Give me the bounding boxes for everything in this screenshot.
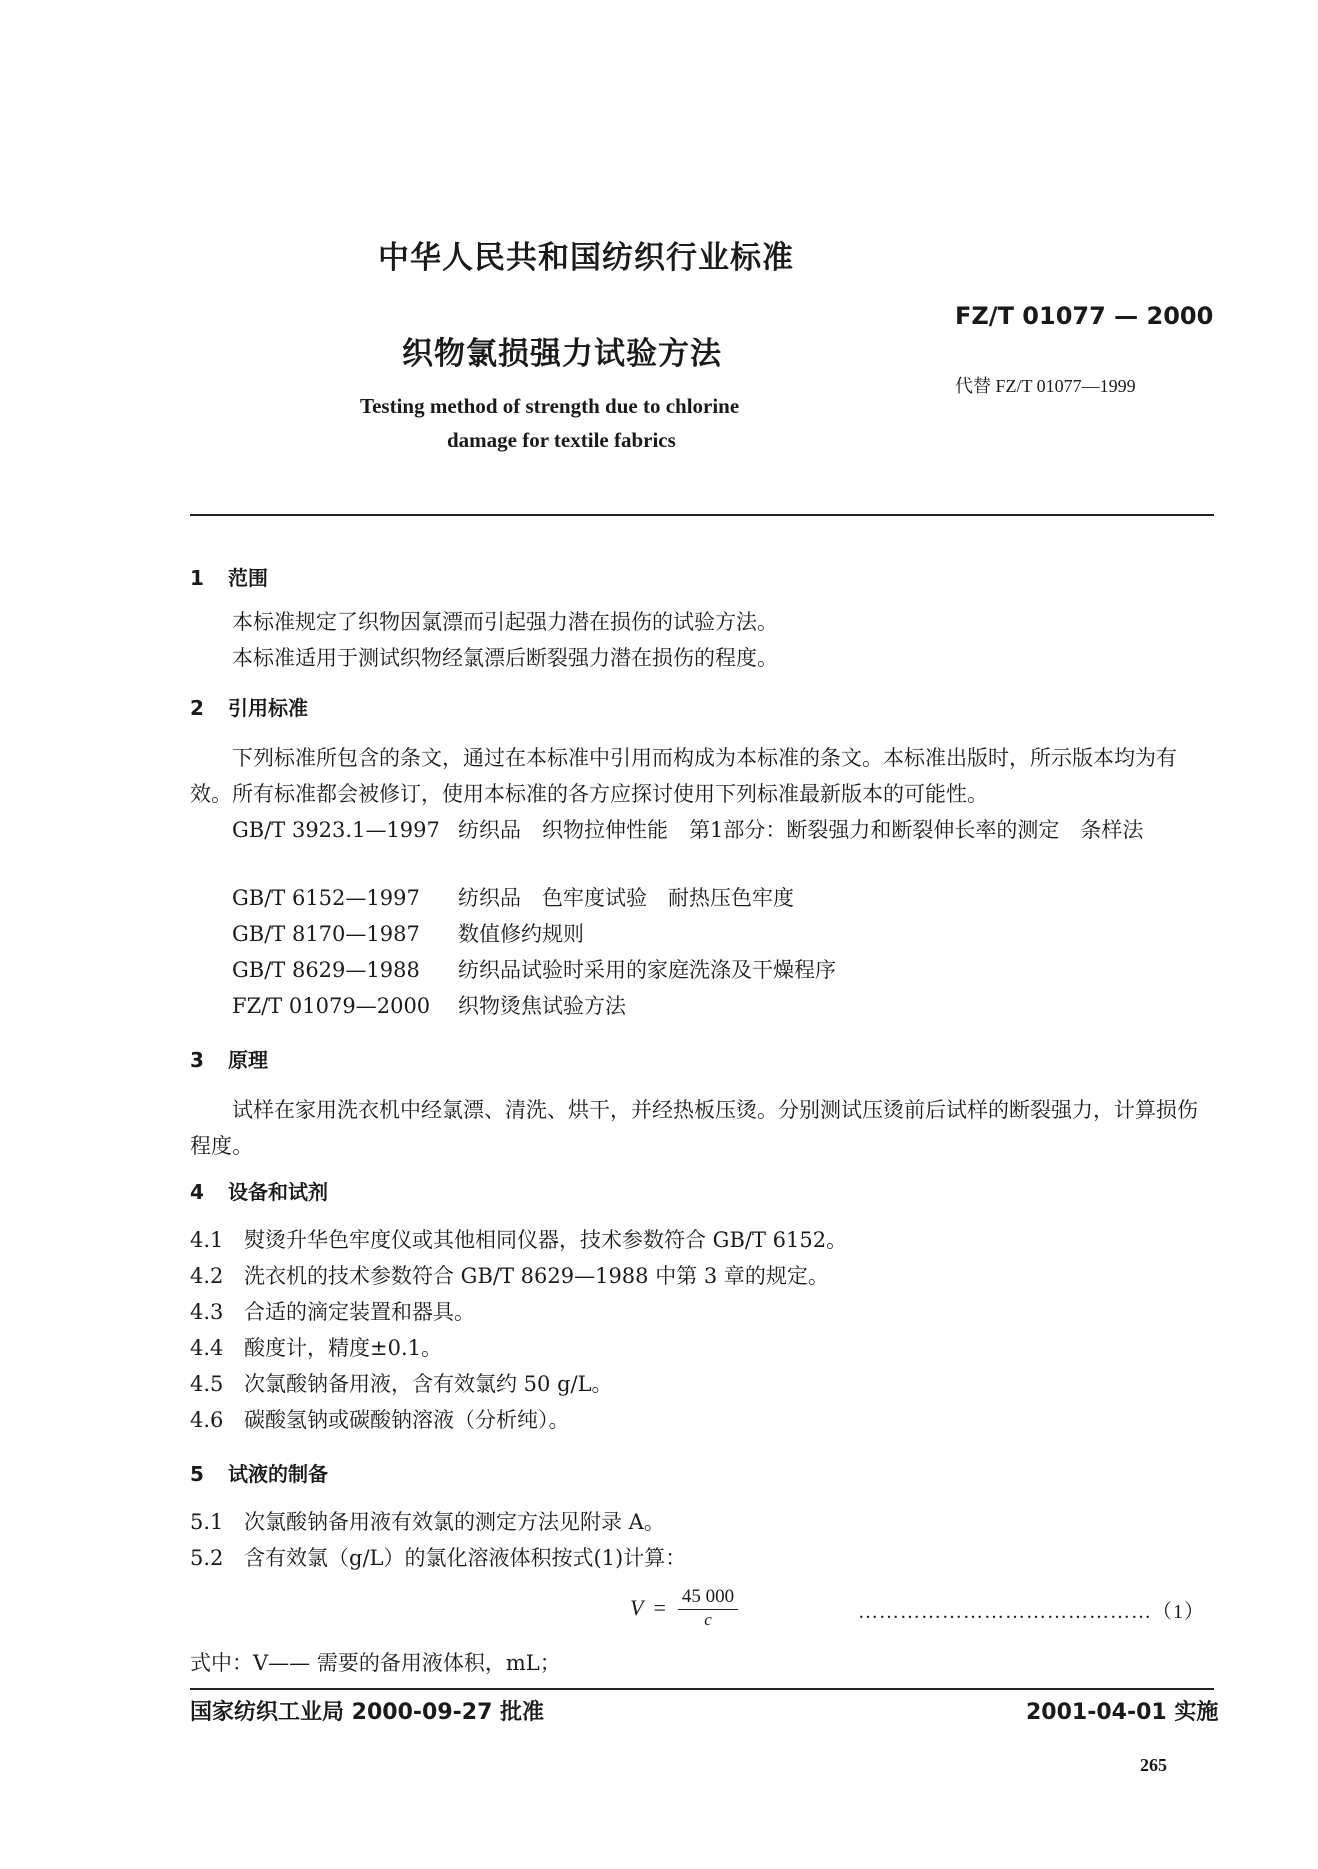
section-4-heading: [190, 1176, 328, 1205]
reference-code: GB/T 3923.1—1997: [232, 818, 440, 842]
section-1-paragraph-1: 本标准规定了织物因氯漂而引起强力潜在损伤的试验方法。: [232, 610, 778, 634]
english-title-line-2: damage for textile fabrics: [447, 428, 676, 452]
section-title: 试液的制备: [228, 1462, 328, 1486]
item-number: 4.4: [190, 1336, 224, 1360]
formula-equals: =: [653, 1595, 666, 1620]
equipment-item: [190, 1368, 613, 1398]
section-1-heading: [190, 562, 268, 591]
item-text: 含有效氯（g/L）的氯化溶液体积按式(1)计算：: [244, 1546, 687, 1570]
preparation-item: [190, 1506, 665, 1536]
section-2-heading: [190, 692, 308, 721]
item-text: 次氯酸钠备用液，含有效氯约 50 g/L。: [244, 1372, 613, 1396]
section-title: 设备和试剂: [228, 1180, 328, 1204]
section-1-paragraph-2: 本标准适用于测试织物经氯漂后断裂强力潜在损伤的程度。: [232, 646, 778, 670]
reference-title: 纺织品试验时采用的家庭洗涤及干燥程序: [458, 958, 836, 982]
equipment-item: [190, 1260, 829, 1290]
item-text: 碳酸氢钠或碳酸钠溶液（分析纯）。: [244, 1408, 570, 1432]
english-title-line-1: Testing method of strength due to chlorine: [360, 394, 740, 418]
reference-item: [232, 954, 836, 984]
section-number: 5: [190, 1462, 204, 1486]
item-number: 4.3: [190, 1300, 224, 1324]
reference-item: [232, 814, 1215, 844]
standard-number: FZ/T 01077 — 2000: [955, 302, 1214, 330]
footer-divider: [190, 1688, 1214, 1690]
equipment-item: [190, 1404, 570, 1434]
section-title: 引用标准: [228, 696, 308, 720]
section-number: 2: [190, 696, 204, 720]
section-number: 1: [190, 566, 204, 590]
item-number: 5.2: [190, 1546, 224, 1570]
reference-code: GB/T 8629—1988: [232, 958, 420, 982]
item-text: 洗衣机的技术参数符合 GB/T 8629—1988 中第 3 章的规定。: [244, 1264, 829, 1288]
section-number: 3: [190, 1048, 204, 1072]
reference-code: GB/T 6152—1997: [232, 886, 420, 910]
section-2-intro: 下列标准所包含的条文，通过在本标准中引用而构成为本标准的条文。本标准出版时，所示版本均为有效。所有标准都会被修订，使用本标准的各方应探讨使用下列标准最新版本的可能性。: [190, 746, 1177, 806]
item-number: 5.1: [190, 1510, 224, 1534]
item-text: 酸度计，精度±0.1。: [244, 1336, 442, 1360]
item-text: 合适的滴定装置和器具。: [244, 1300, 475, 1324]
approval-date: 国家纺织工业局 2000-09-27 批准: [190, 1700, 545, 1725]
item-number: 4.6: [190, 1408, 224, 1432]
reference-title: 数值修约规则: [458, 922, 584, 946]
header-divider: [190, 514, 1214, 516]
equipment-item: [190, 1224, 847, 1254]
reference-item: [232, 990, 626, 1020]
section-3-heading: [190, 1044, 268, 1073]
preparation-item: [190, 1542, 686, 1572]
section-number: 4: [190, 1180, 204, 1204]
reference-item: [232, 882, 794, 912]
item-number: 4.5: [190, 1372, 224, 1396]
item-text: 熨烫升华色牢度仪或其他相同仪器，技术参数符合 GB/T 6152。: [244, 1228, 848, 1252]
effective-date: 2001-04-01 实施: [1026, 1700, 1219, 1725]
section-title: 原理: [228, 1048, 268, 1072]
reference-code: FZ/T 01079—2000: [232, 994, 431, 1018]
formula-fraction: [678, 1586, 738, 1630]
formula-lhs: V: [630, 1595, 644, 1620]
item-number: 4.1: [190, 1228, 224, 1252]
formula-numerator: 45 000: [678, 1586, 738, 1610]
replaces-standard: 代替 FZ/T 01077—1999: [955, 376, 1136, 396]
document-title: 织物氯损强力试验方法: [402, 336, 722, 372]
item-text: 次氯酸钠备用液有效氯的测定方法见附录 A。: [244, 1510, 665, 1534]
section-3-paragraph: 试样在家用洗衣机中经氯漂、清洗、烘干，并经热板压烫。分别测试压烫前后试样的断裂强力，计算损伤程度。: [190, 1098, 1198, 1158]
section-5-heading: [190, 1458, 328, 1487]
formula: [630, 1586, 738, 1630]
org-title: 中华人民共和国纺织行业标准: [378, 240, 794, 276]
equipment-item: [190, 1296, 475, 1326]
formula-denominator: c: [704, 1610, 712, 1629]
equation-number: ……………………………………（1）: [858, 1601, 1205, 1623]
equipment-item: [190, 1332, 442, 1362]
variable-definition: 式中：V—— 需要的备用液体积，mL；: [190, 1651, 561, 1675]
reference-title: 织物烫焦试验方法: [458, 994, 626, 1018]
page-number: 265: [1140, 1755, 1167, 1775]
reference-code: GB/T 8170—1987: [232, 922, 420, 946]
reference-title: 纺织品 织物拉伸性能 第1部分：断裂强力和断裂伸长率的测定 条样法: [458, 818, 1144, 842]
section-title: 范围: [228, 566, 268, 590]
reference-title: 纺织品 色牢度试验 耐热压色牢度: [458, 886, 794, 910]
reference-item: [232, 918, 584, 948]
item-number: 4.2: [190, 1264, 224, 1288]
